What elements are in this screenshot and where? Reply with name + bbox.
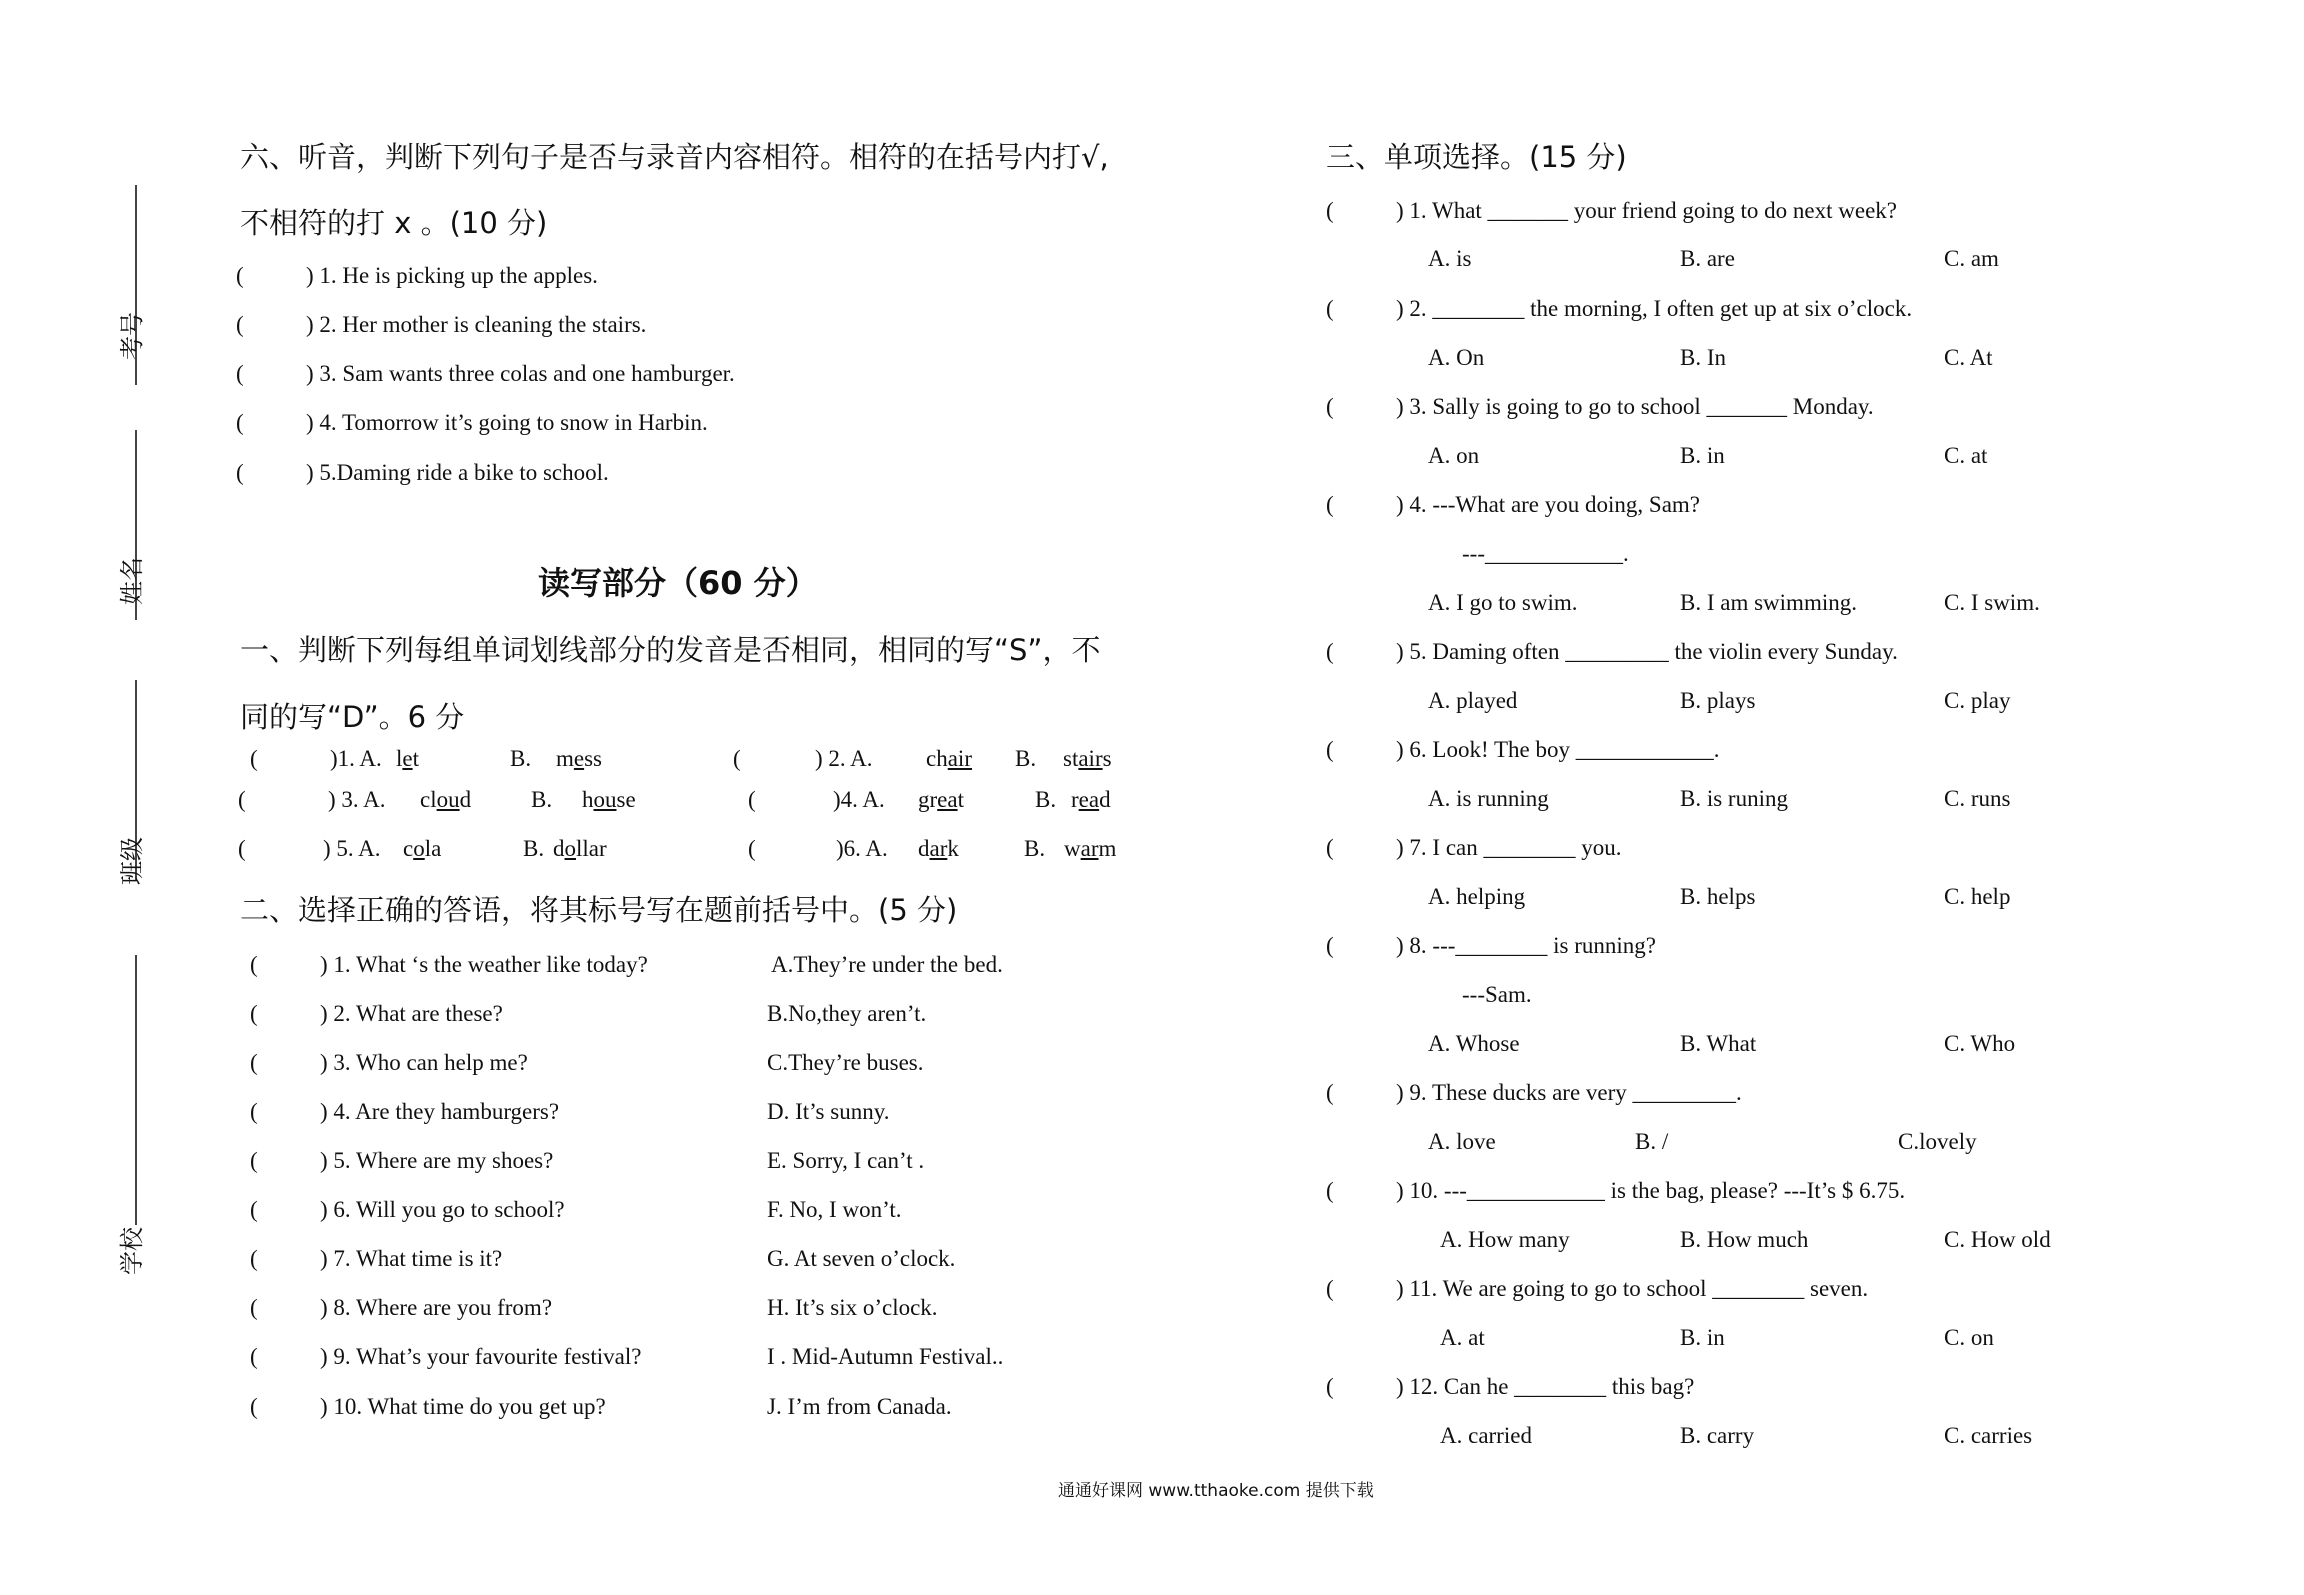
- section-6-title-cont: 不相符的打 x 。(10 分): [240, 206, 548, 240]
- mc-option-c: C. play: [1944, 688, 2011, 713]
- mc-option-c: C. carries: [1944, 1423, 2033, 1448]
- margin-label-school: 学校: [118, 1227, 146, 1275]
- phonics-option-b: B.: [1024, 836, 1046, 861]
- matching-question: ( ) 8. Where are you from?: [250, 1295, 553, 1320]
- mc-option-a: A. love: [1428, 1129, 1496, 1154]
- list-item: ( ) 5.Daming ride a bike to school.: [236, 460, 609, 485]
- phonics-item-number: ) 3. A.: [328, 787, 386, 812]
- mc-question: ( ) 6. Look! The boy ____________.: [1326, 737, 1720, 762]
- section-3-title: 三、单项选择。(15 分): [1326, 140, 1627, 174]
- list-item: ( ) 2. Her mother is cleaning the stairs.: [236, 312, 647, 337]
- matching-answer: A.They’re under the bed.: [771, 952, 1003, 977]
- mc-option-a: A. at: [1440, 1325, 1485, 1350]
- matching-question: ( ) 10. What time do you get up?: [250, 1394, 606, 1419]
- phonics-option-b: B.: [510, 746, 532, 771]
- phonics-item: (: [238, 836, 246, 861]
- matching-question: ( ) 6. Will you go to school?: [250, 1197, 565, 1222]
- section-6-title: 六、听音，判断下列句子是否与录音内容相符。相符的在括号内打√,: [240, 140, 1109, 174]
- mc-option-c: C. Who: [1944, 1031, 2016, 1056]
- mc-option-c: C. How old: [1944, 1227, 2051, 1252]
- phonics-word-a: great: [918, 787, 964, 812]
- mc-option-a: A. carried: [1440, 1423, 1532, 1448]
- mc-option-a: A. is running: [1428, 786, 1549, 811]
- matching-answer: C.They’re buses.: [767, 1050, 924, 1075]
- phonics-word-a: chair: [926, 746, 972, 771]
- list-item: ( ) 3. Sam wants three colas and one hamburger.: [236, 361, 735, 386]
- mc-option-c: C. am: [1944, 246, 1999, 271]
- phonics-word-b: warm: [1064, 836, 1117, 861]
- mc-option-b: B. plays: [1680, 688, 1756, 713]
- phonics-word-a: cola: [403, 836, 442, 861]
- phonics-option-b: B.: [523, 836, 545, 861]
- phonics-option-b: B.: [1015, 746, 1037, 771]
- matching-answer: I . Mid-Autumn Festival..: [767, 1344, 1004, 1369]
- mc-option-b: B. in: [1680, 1325, 1725, 1350]
- mc-question: ( ) 12. Can he ________ this bag?: [1326, 1374, 1695, 1399]
- margin-label-class: 班级: [118, 837, 146, 885]
- matching-question: ( ) 3. Who can help me?: [250, 1050, 528, 1075]
- phonics-word-a: cloud: [420, 787, 472, 812]
- phonics-item: (: [733, 746, 741, 771]
- mc-question: ( ) 9. These ducks are very _________.: [1326, 1080, 1742, 1105]
- section-2-title: 二、选择正确的答语，将其标号写在题前括号中。(5 分): [240, 893, 958, 927]
- phonics-option-b: B.: [531, 787, 553, 812]
- matching-answer: H. It’s six o’clock.: [767, 1295, 938, 1320]
- mc-option-b: B. is runing: [1680, 786, 1788, 811]
- margin-label-name: 姓名: [118, 557, 146, 605]
- margin-label-exam-number: 考号: [118, 312, 146, 360]
- mc-option-b: B. carry: [1680, 1423, 1755, 1448]
- phonics-item-number: ) 2. A.: [815, 746, 873, 771]
- matching-question: ( ) 4. Are they hamburgers?: [250, 1099, 560, 1124]
- mc-question: ( ) 3. Sally is going to go to school _______ Monday.: [1326, 394, 1874, 419]
- mc-option-a: A. played: [1428, 688, 1518, 713]
- matching-answer: G. At seven o’clock.: [767, 1246, 956, 1271]
- mc-sub-line: ---____________.: [1462, 541, 1629, 566]
- mc-sub-line: ---Sam.: [1462, 982, 1532, 1007]
- phonics-item-number: )4. A.: [833, 787, 885, 812]
- reading-writing-title: 读写部分（60 分）: [538, 564, 818, 602]
- phonics-word-a: let: [396, 746, 419, 771]
- mc-question: ( ) 5. Daming often _________ the violin every Sunday.: [1326, 639, 1898, 664]
- mc-question: ( ) 1. What _______ your friend going to do next week?: [1326, 198, 1897, 223]
- mc-option-b: B. What: [1680, 1031, 1757, 1056]
- mc-option-a: A. helping: [1428, 884, 1526, 909]
- section-1-title-cont: 同的写“D”。6 分: [240, 700, 465, 734]
- matching-question: ( ) 5. Where are my shoes?: [250, 1148, 554, 1173]
- phonics-item: (: [250, 746, 258, 771]
- mc-option-c: C. at: [1944, 443, 1988, 468]
- phonics-word-b: read: [1071, 787, 1111, 812]
- phonics-option-b: B.: [1035, 787, 1057, 812]
- matching-answer: E. Sorry, I can’t .: [767, 1148, 925, 1173]
- phonics-word-b: house: [582, 787, 636, 812]
- matching-answer: F. No, I won’t.: [767, 1197, 902, 1222]
- phonics-word-b: mess: [556, 746, 603, 771]
- mc-option-b: B. /: [1635, 1129, 1669, 1154]
- mc-option-b: B. are: [1680, 246, 1735, 271]
- phonics-item-number: )6. A.: [836, 836, 888, 861]
- mc-option-a: A. on: [1428, 443, 1480, 468]
- mc-option-c: C.lovely: [1898, 1129, 1977, 1154]
- mc-option-a: A. is: [1428, 246, 1472, 271]
- phonics-item-number: )1. A.: [330, 746, 382, 771]
- mc-option-a: A. How many: [1440, 1227, 1570, 1252]
- matching-question: ( ) 9. What’s your favourite festival?: [250, 1344, 642, 1369]
- mc-question: ( ) 8. ---________ is running?: [1326, 933, 1656, 958]
- phonics-word-a: dark: [918, 836, 959, 861]
- mc-option-b: B. in: [1680, 443, 1725, 468]
- mc-option-c: C. help: [1944, 884, 2011, 909]
- phonics-item-number: ) 5. A.: [323, 836, 381, 861]
- matching-question: ( ) 7. What time is it?: [250, 1246, 503, 1271]
- mc-question: ( ) 7. I can ________ you.: [1326, 835, 1622, 860]
- mc-option-c: C. on: [1944, 1325, 1994, 1350]
- mc-option-c: C. runs: [1944, 786, 2011, 811]
- mc-option-b: B. I am swimming.: [1680, 590, 1857, 615]
- mc-option-b: B. How much: [1680, 1227, 1809, 1252]
- mc-option-a: A. I go to swim.: [1428, 590, 1578, 615]
- matching-question: ( ) 2. What are these?: [250, 1001, 503, 1026]
- mc-question: ( ) 4. ---What are you doing, Sam?: [1326, 492, 1701, 517]
- mc-question: ( ) 2. ________ the morning, I often get up at six o’clock.: [1326, 296, 1913, 321]
- matching-question: ( ) 1. What ‘s the weather like today?: [250, 952, 648, 977]
- section-1-title: 一、判断下列每组单词划线部分的发音是否相同，相同的写“S”，不: [240, 633, 1101, 667]
- matching-answer: B.No,they aren’t.: [767, 1001, 927, 1026]
- phonics-word-b: stairs: [1063, 746, 1112, 771]
- mc-option-a: A. Whose: [1428, 1031, 1520, 1056]
- phonics-item: (: [238, 787, 246, 812]
- phonics-item: (: [748, 787, 756, 812]
- mc-option-c: C. At: [1944, 345, 1993, 370]
- footer-credit: 通通好课网 www.tthaoke.com 提供下载: [1058, 1481, 1374, 1501]
- mc-question: ( ) 10. ---____________ is the bag, please? ---It’s $ 6.75.: [1326, 1178, 1906, 1203]
- phonics-word-b: dollar: [553, 836, 607, 861]
- phonics-item: (: [748, 836, 756, 861]
- mc-option-c: C. I swim.: [1944, 590, 2040, 615]
- binding-line: [135, 955, 137, 1225]
- list-item: ( ) 4. Tomorrow it’s going to snow in Harbin.: [236, 410, 708, 435]
- matching-answer: J. I’m from Canada.: [767, 1394, 952, 1419]
- mc-option-b: B. helps: [1680, 884, 1756, 909]
- mc-option-a: A. On: [1428, 345, 1485, 370]
- mc-option-b: B. In: [1680, 345, 1726, 370]
- mc-question: ( ) 11. We are going to go to school ________ seven.: [1326, 1276, 1869, 1301]
- list-item: ( ) 1. He is picking up the apples.: [236, 263, 598, 288]
- matching-answer: D. It’s sunny.: [767, 1099, 890, 1124]
